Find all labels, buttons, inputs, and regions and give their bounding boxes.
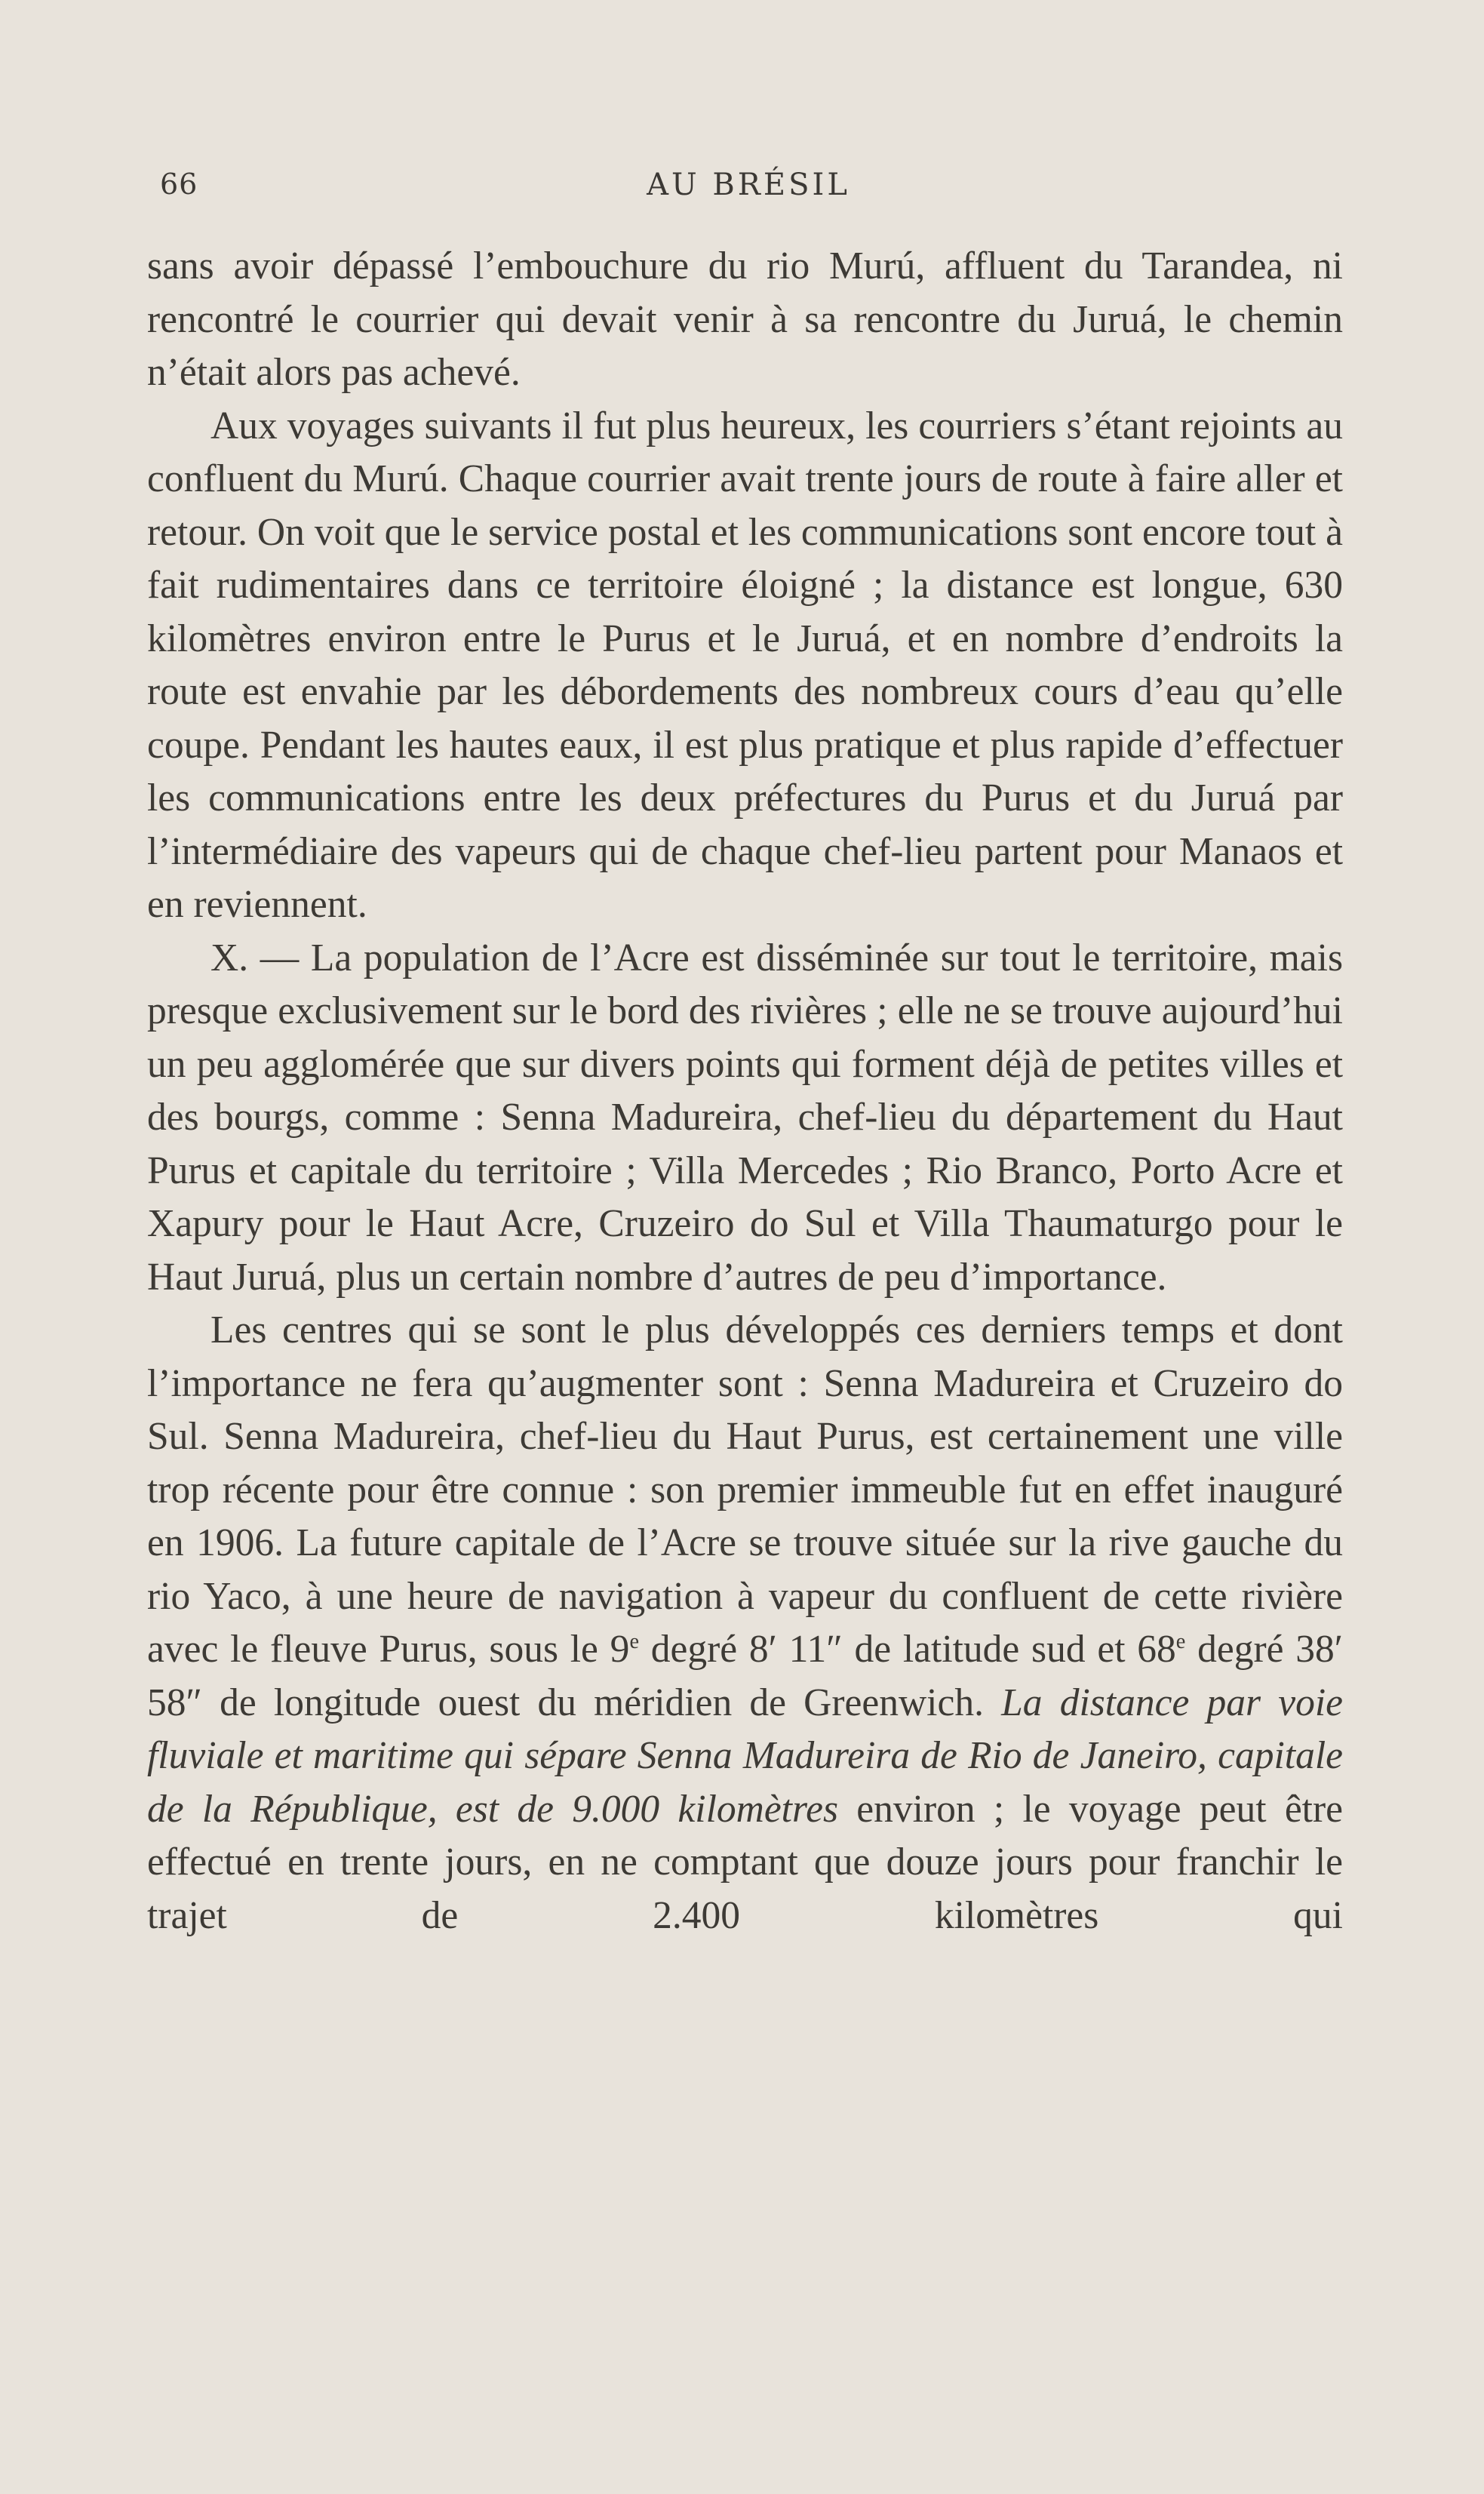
superscript-e: e — [1175, 1629, 1186, 1653]
paragraph-centres-italic: La distance par voie fluviale et maritime qui sépare Senna Madureira de Rio de Janeiro, capitale de la République, est de 9.000 kilomètres — [147, 1681, 1343, 1831]
paragraph-centres-text-d: environ ; le voyage peut être effectué en trente jours, en ne comptant que douze jours pour franchir le trajet de 2.400 kilomètres qui — [147, 1787, 1343, 1937]
paragraph-centres — [147, 1304, 1343, 1942]
page-header — [160, 168, 1337, 213]
paragraph-voyages: Aux voyages suivants il fut plus heureux, les courriers s’étant rejoints au confluent du Murú. Chaque courrier avait trente jours de route à faire aller et retour. On voit que le service postal et les communications sont encore tout à fait rudimentaires dans ce territoire éloigné ; la distance est longue, 630 kilomètres environ entre le Purus et le Juruá, et en nombre d’endroits la route est envahie par les débordements des nombreux cours d’eau qu’elle coupe. Pendant les hautes eaux, il est plus pratique et plus rapide d’effectuer les communications entre les deux préfectures du Purus et du Juruá par l’intermédiaire des vapeurs qui de chaque chef-lieu partent pour Manaos et en reviennent. — [147, 404, 1343, 926]
paragraph-centres-text-c: degré 38′ 58″ de longitude ouest du méridien de Greenwich. — [147, 1628, 1344, 1724]
superscript-e: e — [629, 1629, 640, 1653]
paragraph-continuation: sans avoir dépassé l’embouchure du rio Murú, affluent du Tarandea, ni rencontré le courrier qui devait venir à sa rencontre du Juruá, le chemin n’était alors pas achevé. — [147, 244, 1343, 394]
paragraph-centres-text-b: degré 8′ 11″ de latitude sud et 68 — [639, 1628, 1176, 1671]
body-text — [147, 240, 1343, 1942]
running-title: AU BRÉSIL — [647, 168, 850, 202]
paragraph-section-x: X. — La population de l’Acre est disséminée sur tout le territoire, mais presque exclusivement sur le bord des rivières ; elle ne se trouve aujourd’hui un peu agglomérée que sur divers points qui forment déjà de petites villes et des bourgs, comme : Senna Madureira, chef-lieu du département du Haut Purus et capitale du territoire ; Villa Mercedes ; Rio Branco, Porto Acre et Xapury pour le Haut Acre, Cruzeiro do Sul et Villa Thaumaturgo pour le Haut Juruá, plus un certain nombre d’autres de peu d’importance. — [147, 936, 1343, 1299]
paragraph-centres-text-a: Les centres qui se sont le plus développés ces derniers temps et dont l’importance ne fera qu’augmenter sont : Senna Madureira et Cruzeiro do Sul. Senna Madureira, chef-lieu du Haut Purus, est certainement une ville trop récente pour être connue : son premier immeuble fut en effet inauguré en 1906. La future capitale de l’Acre se trouve située sur la rive gauche du rio Yaco, à une heure de navigation à vapeur du confluent de cette rivière avec le fleuve Purus, sous le 9 — [147, 1309, 1343, 1671]
page-number: 66 — [160, 168, 198, 201]
